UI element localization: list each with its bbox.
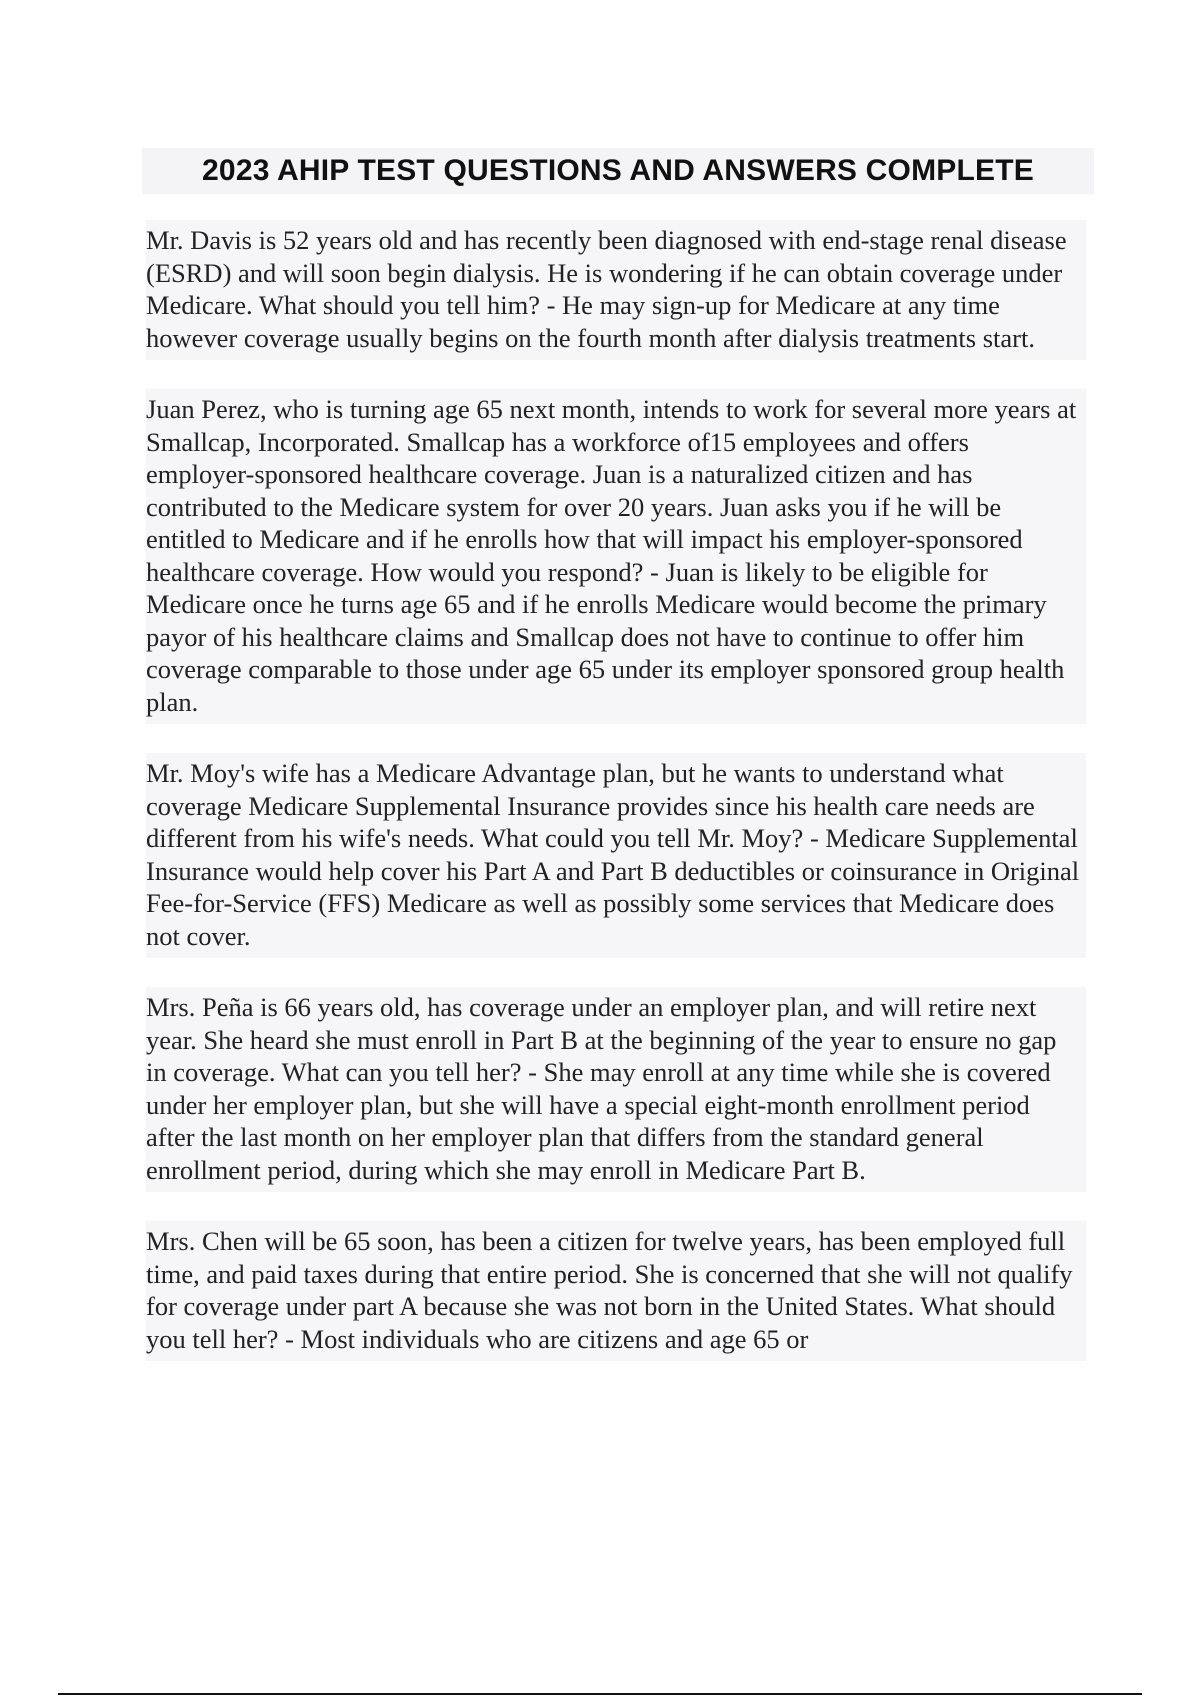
answer-separator: - [803, 823, 826, 853]
qa-item-pena [146, 987, 1086, 1192]
question-text: Mr. Moy's wife has a Medicare Advantage plan, but he wants to understand what coverage Medicare Supplemental Insurance provides since his health care needs are different from his wife's needs. What could you tell Mr. Moy? [146, 758, 1035, 853]
bottom-divider [58, 1693, 1142, 1695]
question-text: Mrs. Peña is 66 years old, has coverage under an employer plan, and will retire next year. She heard she must enroll in Part B at the beginning of the year to ensure no gap in coverage. What can you tell her? [146, 992, 1057, 1087]
answer-text: He may sign-up for Medicare at any time however coverage usually begins on the fourth month after dialysis treatments start. [146, 290, 1035, 353]
qa-item-chen [146, 1221, 1086, 1361]
answer-text: She may enroll at any time while she is covered under her employer plan, but she will have a special eight-month enrollment period after the last month on her employer plan that differs from the standard general enrollment period, during which she may enroll in Medicare Part B. [146, 1057, 1051, 1185]
answer-text: Medicare Supplemental Insurance would help cover his Part A and Part B deductibles or coinsurance in Original Fee-for-Service (FFS) Medicare as well as possibly some services that Medicare does not cover. [146, 823, 1080, 951]
answer-text: Most individuals who are citizens and age 65 or [300, 1323, 809, 1354]
answer-text: Juan is likely to be eligible for Medicare once he turns age 65 and if he enrolls Medicare would become the primary payor of his healthcare claims and Smallcap does not have to continue to offer him coverage comparable to those under age 65 under its employer sponsored group health plan. [146, 556, 1065, 717]
question-text: Juan Perez, who is turning age 65 next month, intends to work for several more years at Smallcap, Incorporated. Smallcap has a workforce of15 employees and offers employer-sponsored healthcare coverage. Juan is a naturalized citizen and has contributed to the Medicare system for over 20 years. Juan asks you if he will be entitled to Medicare and if he enrolls how that will impact his employer-sponsored healthcare coverage. How would you respond? [146, 394, 1077, 587]
page-title: 2023 AHIP TEST QUESTIONS AND ANSWERS COMPLETE [202, 154, 1034, 187]
question-text: Mr. Davis is 52 years old and has recently been diagnosed with end-stage renal disease (ESRD) and will soon begin dialysis. He is wondering if he can obtain coverage under Medicare. What should you tell him? [146, 225, 1067, 320]
question-text: Mrs. Chen will be 65 soon, has been a citizen for twelve years, has been employed full time, and paid taxes during that entire period. She is concerned that she will not qualify for coverage under part A because she was not born in the United States. What should you tell her? [146, 1226, 1073, 1354]
qa-list [146, 220, 1086, 1390]
qa-item-perez [146, 389, 1086, 724]
answer-separator: - [521, 1057, 544, 1087]
qa-item-davis [146, 220, 1086, 360]
answer-separator: - [278, 1323, 301, 1354]
answer-separator: - [539, 290, 563, 320]
qa-item-moy [146, 753, 1086, 958]
answer-separator: - [643, 556, 666, 587]
